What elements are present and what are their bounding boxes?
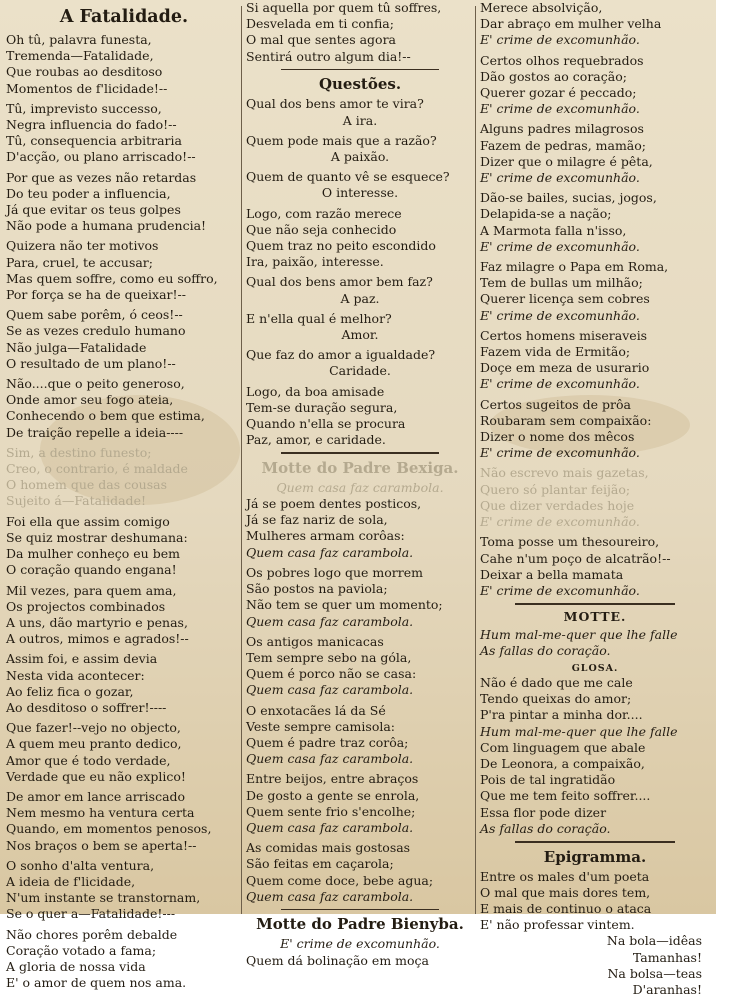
text-line: Dão-se bailes, sucias, jogos, <box>480 190 657 206</box>
text-line: Tendo queixas do amor; <box>480 691 632 707</box>
text-line: Qual dos bens amor bem faz? <box>246 274 433 290</box>
text-line: Hum mal-me-quer que lhe falle <box>480 626 678 642</box>
text-line: Ao desditoso o soffrer!---- <box>6 699 167 715</box>
stanza <box>6 32 242 97</box>
text-line: Quizera não ter motivos <box>6 238 159 254</box>
text-line: Mil vezes, para quem ama, <box>6 582 177 598</box>
last-line: Quem dá bolinação em moça <box>246 952 429 968</box>
text-line: Não julga—Fatalidade <box>6 339 147 355</box>
text-line: Tremenda—Fatalidade, <box>6 48 154 64</box>
text-line: Toma posse um thesoureiro, <box>480 534 660 550</box>
text-line: O mal que mais dores tem, <box>480 884 651 900</box>
stanza <box>6 170 242 235</box>
text-line: Merece absolvição, <box>480 0 603 15</box>
text-line: Nos braços o bem se aperta!-- <box>6 837 197 853</box>
text-line: Alguns padres milagrosos <box>480 121 644 137</box>
stanza <box>246 496 474 561</box>
text-line: E n'ella qual é melhor? <box>246 310 392 326</box>
text-line: Não escrevo mais gazetas, <box>480 465 649 481</box>
text-line: Desvelada em ti confia; <box>246 16 394 32</box>
text-line: Que não seja conhecido <box>246 221 397 237</box>
text-line: Veste sempre camisola: <box>246 718 396 734</box>
text-line: Se o quer a—Fatalidade!--- <box>6 906 176 922</box>
text-line: As comidas mais gostosas <box>246 840 411 856</box>
text-line: E' crime de excomunhão. <box>480 376 640 392</box>
text-line: E' crime de excomunhão. <box>480 238 640 254</box>
stanza <box>246 133 474 165</box>
stanza <box>480 534 710 599</box>
text-line: Sim, a destino funesto; <box>6 444 152 460</box>
text-line: P'ra pintar a minha dor.... <box>480 707 643 723</box>
stanza <box>246 96 474 128</box>
text-line: Quando, em momentos penosos, <box>6 821 212 837</box>
questions-block <box>246 274 474 379</box>
column-middle <box>246 0 474 969</box>
text-line: A quem meu pranto dedico, <box>6 736 182 752</box>
text-line: E' crime de excomunhão. <box>480 32 640 48</box>
text-line: Qual dos bens amor te vira? <box>246 96 424 112</box>
stanza <box>246 384 474 449</box>
stanza <box>246 565 474 630</box>
text-line: Negra influencia do fado!-- <box>6 117 177 133</box>
motte-title: MOTTE. <box>563 608 627 624</box>
motte-lines <box>480 627 710 659</box>
text-line: Roubaram sem compaixão: <box>480 412 652 428</box>
text-line: Na bolsa—teas <box>607 965 702 981</box>
text-line: Quando n'ella se procura <box>246 415 406 431</box>
text-line: Foi ella que assim comigo <box>6 513 170 529</box>
stanza <box>6 651 242 716</box>
stanza <box>6 789 242 854</box>
text-line: Quem casa faz carambola. <box>246 544 414 560</box>
text-line: O mal que sentes agora <box>246 32 396 48</box>
text-line: Tem de bullas um milhão; <box>480 275 643 291</box>
section-rule <box>281 69 439 71</box>
text-line: Momentos de f'licidade!-- <box>6 80 168 96</box>
glosa-title: GLOSA. <box>571 663 619 675</box>
text-line: Conhecendo o bem que estima, <box>6 408 205 424</box>
stanza <box>6 445 242 510</box>
text-line: Do teu poder a influencia, <box>6 185 171 201</box>
text-line: Quem casa faz carambola. <box>246 819 414 835</box>
text-line: Quem é padre traz corôa; <box>246 734 409 750</box>
stanza <box>480 121 710 186</box>
text-line: O interesse. <box>321 185 399 201</box>
text-line: Tem-se duração segura, <box>246 399 398 415</box>
text-line: Quero só plantar feijão; <box>480 481 631 497</box>
text-line: Sujeito á—Fatalidade! <box>6 493 146 509</box>
text-line: Creo, o contrario, é maldade <box>6 461 188 477</box>
stanza <box>480 397 710 462</box>
text-line: Nem mesmo ha ventura certa <box>6 805 195 821</box>
text-line: Quem casa faz carambola. <box>246 888 414 904</box>
column-left <box>6 0 242 995</box>
text-line: Quem é porco não se casa: <box>246 666 417 682</box>
text-line: Fazem vida de Ermitão; <box>480 344 631 360</box>
text-line: Verdade que eu não explico! <box>6 768 186 784</box>
text-line: Já se faz nariz de sola, <box>246 512 388 528</box>
text-line: São postos na paviola; <box>246 581 388 597</box>
text-line: Quem traz no peito escondido <box>246 237 436 253</box>
text-line: A Marmota falla n'isso, <box>480 222 627 238</box>
text-line: E' crime de excomunhão. <box>480 170 640 186</box>
text-line: E' crime de excomunhão. <box>480 514 640 530</box>
text-line: Que fazer!--vejo no objecto, <box>6 720 181 736</box>
text-line: Que faz do amor a igualdade? <box>246 347 436 363</box>
text-line: As fallas do coração. <box>480 820 611 836</box>
stanza <box>246 347 474 379</box>
text-line: A paixão. <box>330 148 390 164</box>
text-line: Com linguagem que abale <box>480 739 646 755</box>
text-line: Tû, consequencia arbitraria <box>6 133 182 149</box>
stanza <box>246 840 474 905</box>
stanza <box>480 259 710 324</box>
text-line: Tû, imprevisto successo, <box>6 100 162 116</box>
stanza <box>246 634 474 699</box>
text-line: Se quiz mostrar deshumana: <box>6 529 188 545</box>
section-motto: Quem casa faz carambola. <box>276 479 444 495</box>
stanza <box>6 307 242 372</box>
text-line: As fallas do coração. <box>480 642 611 658</box>
text-line: E mais de continuo o ataca <box>480 900 652 916</box>
section-motto: E' crime de excomunhão. <box>280 936 440 952</box>
text-line: Os antigos manicacas <box>246 633 384 649</box>
poem-body <box>6 32 242 991</box>
section-title-questoes: Questões. <box>318 75 402 94</box>
poem-title: A Fatalidade. <box>59 7 189 27</box>
text-line: Querer licença sem cobres <box>480 291 650 307</box>
text-line: A gloria de nossa vida <box>6 958 146 974</box>
text-line: De gosto a gente se enrola, <box>246 787 420 803</box>
text-line: Dizer que o milagre é pêta, <box>480 153 653 169</box>
text-line: De traição repelle a ideia---- <box>6 424 184 440</box>
epigram-title: Epigramma. <box>543 847 647 866</box>
text-line: Quem casa faz carambola. <box>246 682 414 698</box>
stanza <box>480 190 710 255</box>
text-line: Mas quem soffre, como eu soffro, <box>6 270 218 286</box>
text-line: Os pobres logo que morrem <box>246 564 423 580</box>
text-line: Quem sente frio s'encolhe; <box>246 803 416 819</box>
text-line: D'acção, ou plano arriscado!-- <box>6 149 196 165</box>
stanza <box>6 514 242 579</box>
text-line: Quem pode mais que a razão? <box>246 132 437 148</box>
stanza <box>6 376 242 441</box>
text-line: Cahe n'um poço de alcatrão!-- <box>480 550 671 566</box>
text-line: Os projectos combinados <box>6 598 166 614</box>
text-line: Paz, amor, e caridade. <box>246 432 386 448</box>
text-line: Oh tû, palavra funesta, <box>6 32 152 47</box>
text-line: E' crime de excomunhão. <box>480 582 640 598</box>
text-line: Caridade. <box>329 363 391 379</box>
text-line: Quem come doce, bebe agua; <box>246 872 434 888</box>
text-line: Dizer o nome dos mêcos <box>480 429 635 445</box>
epigram-lines <box>480 869 710 998</box>
glosa-lines <box>480 675 710 837</box>
text-line: Dar abraço em mulher velha <box>480 16 662 32</box>
text-line: Já que evitar os teus golpes <box>6 202 181 218</box>
text-line: Certos sugeitos de prôa <box>480 396 632 412</box>
text-line: Certos homens miseraveis <box>480 327 648 343</box>
text-line: Não tem se quer um momento; <box>246 597 443 613</box>
stanza <box>6 583 242 648</box>
text-line: Por força se ha de queixar!-- <box>6 287 186 303</box>
text-line: Nesta vida acontecer: <box>6 667 145 683</box>
stanza <box>246 206 474 271</box>
text-line: Sentirá outro algum dia!-- <box>246 48 411 64</box>
bexiga-stanzas <box>246 496 474 905</box>
text-line: De Leonora, a compaixão, <box>480 756 645 772</box>
stanza <box>6 720 242 785</box>
text-line: A ira. <box>342 112 378 128</box>
section-rule <box>281 452 439 454</box>
text-line: O sonho d'alta ventura, <box>6 857 155 873</box>
stanza <box>246 169 474 201</box>
text-line: Logo, da boa amisade <box>246 383 385 399</box>
text-line: De amor em lance arriscado <box>6 788 186 804</box>
section-rule <box>281 909 439 911</box>
text-line: Certos olhos requebrados <box>480 52 644 68</box>
text-line: Não pode a humana prudencia! <box>6 218 207 234</box>
text-line: Tamanhas! <box>632 949 702 965</box>
text-line: Quem de quanto vê se esquece? <box>246 169 450 185</box>
text-line: Que me tem feito soffrer.... <box>480 788 651 804</box>
text-line: O resultado de um plano!-- <box>6 355 176 371</box>
stanza <box>246 274 474 306</box>
text-line: Quem casa faz carambola. <box>246 751 414 767</box>
text-line: São feitas em caçarola; <box>246 856 394 872</box>
stanza <box>480 0 710 49</box>
stanza <box>6 101 242 166</box>
text-line: Da mulher conheço eu bem <box>6 546 180 562</box>
text-line: Hum mal-me-quer que lhe falle <box>480 723 678 739</box>
section-rule <box>515 841 675 843</box>
stanza <box>480 53 710 118</box>
text-line: Quem sabe porêm, ó ceos!-- <box>6 307 183 323</box>
text-line: Ao feliz fica o gozar, <box>6 683 134 699</box>
text-line: A paz. <box>340 290 380 306</box>
text-line: Amor que é todo verdade, <box>6 752 171 768</box>
text-line: Onde amor seu fogo ateia, <box>6 392 174 408</box>
stanza <box>246 771 474 836</box>
text-line: E' não professar vintem. <box>480 917 635 933</box>
bienyba-stanzas <box>480 0 710 599</box>
text-line: Amor. <box>341 326 379 342</box>
text-line: Se as vezes credulo humano <box>6 323 186 339</box>
text-line: Logo, com razão merece <box>246 205 402 221</box>
text-line: Delapida-se a nação; <box>480 206 612 222</box>
text-line: Dão gostos ao coração; <box>480 68 627 84</box>
text-line: O homem que das cousas <box>6 477 167 493</box>
text-line: Quem casa faz carambola. <box>246 613 414 629</box>
text-line: Já se poem dentes posticos, <box>246 496 422 512</box>
text-line: Entre beijos, entre abraços <box>246 771 419 787</box>
section-title-bienyba: Motte do Padre Bienyba. <box>256 915 464 934</box>
text-line: A ideia de f'licidade, <box>6 873 136 889</box>
stanza <box>6 858 242 923</box>
stanza <box>6 238 242 303</box>
text-line: E' o amor de quem nos ama. <box>6 975 187 991</box>
stanza <box>480 465 710 530</box>
stanza <box>480 328 710 393</box>
text-line: Na bola—idêas <box>606 933 702 949</box>
text-line: Faz milagre o Papa em Roma, <box>480 259 669 275</box>
text-line: A uns, dão martyrio e penas, <box>6 614 188 630</box>
text-line: O enxotacães lá da Sé <box>246 702 386 718</box>
text-line: Doçe em meza de usurario <box>480 360 650 376</box>
text-line: Não chores porêm debalde <box>6 926 178 942</box>
text-line: A outros, mimos e agrados!-- <box>6 631 189 647</box>
text-line: O coração quando engana! <box>6 562 177 578</box>
text-line: Querer gozar é peccado; <box>480 85 637 101</box>
text-line: Que dizer verdades hoje <box>480 497 635 513</box>
text-line: Que roubas ao desditoso <box>6 64 163 80</box>
column-right <box>480 0 710 998</box>
text-line: Tem sempre sebo na góla, <box>246 649 412 665</box>
text-line: Ira, paixão, interesse. <box>246 254 384 270</box>
text-line: Si aquella por quem tû soffres, <box>246 0 442 15</box>
stanza <box>246 703 474 768</box>
text-line: Fazem de pedras, mamão; <box>480 137 646 153</box>
text-line: Para, cruel, te accusar; <box>6 254 153 270</box>
intro-stanza <box>246 0 474 65</box>
text-line: D'aranhas! <box>632 981 702 997</box>
text-line: E' crime de excomunhão. <box>480 307 640 323</box>
text-line: Essa flor pode dizer <box>480 804 607 820</box>
text-line: E' crime de excomunhão. <box>480 445 640 461</box>
text-line: Assim foi, e assim devia <box>6 651 158 667</box>
text-line: Entre os males d'um poeta <box>480 868 650 884</box>
text-line: Deixar a bella mamata <box>480 566 624 582</box>
text-line: Pois de tal ingratidão <box>480 772 616 788</box>
text-line: Coração votado a fama; <box>6 942 157 958</box>
stanza <box>246 311 474 343</box>
text-line: E' crime de excomunhão. <box>480 101 640 117</box>
section-rule <box>515 603 675 605</box>
text-line: Não é dado que me cale <box>480 675 633 691</box>
stanza <box>6 927 242 992</box>
text-line: Não....que o peito generoso, <box>6 376 185 392</box>
questions-block <box>246 96 474 201</box>
text-line: N'um instante se transtornam, <box>6 890 201 906</box>
column-rule <box>475 6 476 914</box>
text-line: Mulheres armam corôas: <box>246 528 405 544</box>
text-line: Por que as vezes não retardas <box>6 169 197 185</box>
section-title-bexiga: Motte do Padre Bexiga. <box>261 458 459 477</box>
